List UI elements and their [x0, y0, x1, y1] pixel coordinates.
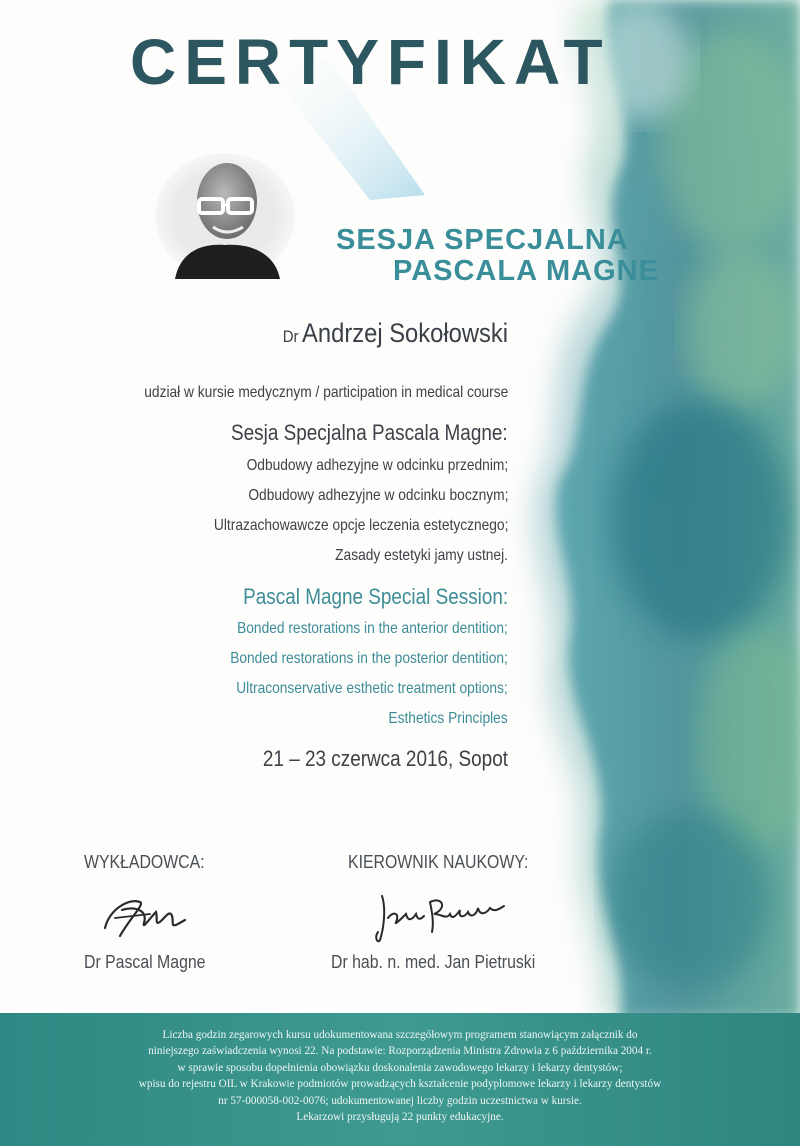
participation-line: udział w kursie medycznym / participation in medical course: [143, 384, 508, 401]
course-en-heading: Pascal Magne Special Session:: [242, 584, 508, 609]
recipient-prefix: Dr: [282, 327, 299, 346]
course-en-topic: Ultraconservative esthetic treatment options;: [236, 680, 508, 697]
footer-line: nr 57-000058-002-0076; udokumentowanej liczby godzin uczestnictwa w kursie.: [218, 1094, 582, 1107]
director-name: Dr hab. n. med. Jan Pietruski: [331, 952, 536, 972]
course-pl-topic: Odbudowy adhezyjne w odcinku bocznym;: [247, 487, 508, 504]
certificate-title: CERTYFIKAT: [130, 26, 611, 98]
director-signature: [372, 888, 512, 948]
lecturer-signature: [100, 888, 190, 943]
footer-line: niniejszego zaświadczenia wynosi 22. Na podstawie: Rozporządzenia Ministra Zdrowia z 6 października 2004 r.: [148, 1045, 652, 1058]
course-pl-topic: Ultrazachowawcze opcje leczenia estetycznego;: [213, 517, 508, 534]
recipient-full-name: Andrzej Sokołowski: [301, 318, 508, 348]
footer-legal-text: [40, 1027, 760, 1125]
watercolor-background: [500, 0, 800, 1146]
director-label: KIEROWNIK NAUKOWY:: [348, 852, 529, 872]
session-title-line1: SESJA SPECJALNA: [336, 224, 629, 256]
course-en-topic: Bonded restorations in the anterior dentition;: [237, 620, 508, 637]
course-en-topic: Bonded restorations in the posterior dentition;: [230, 650, 508, 667]
lecturer-name: Dr Pascal Magne: [84, 952, 206, 972]
footer-line: Liczba godzin zegarowych kursu udokumentowana szczegółowym programem stanowiącym załącznik do: [162, 1029, 638, 1041]
lecturer-portrait: [155, 153, 295, 279]
footer-line: Lekarzowi przysługują 22 punkty edukacyjne.: [296, 1111, 504, 1124]
date-and-place: 21 – 23 czerwca 2016, Sopot: [262, 746, 508, 771]
recipient-name: [283, 318, 508, 349]
lecturer-label: WYKŁADOWCA:: [84, 852, 205, 872]
course-pl-heading: Sesja Specjalna Pascala Magne:: [231, 420, 508, 445]
course-pl-topic: Zasady estetyki jamy ustnej.: [335, 547, 508, 564]
course-pl-topic: Odbudowy adhezyjne w odcinku przednim;: [246, 457, 508, 474]
footer-line: wpisu do rejestru OIL w Krakowie podmiotów prowadzących kształcenie podyplomowe lekarzy i lekarzy dentystów: [138, 1078, 662, 1091]
session-title-line2: PASCALA MAGNE: [393, 255, 659, 287]
course-en-topic: Esthetics Principles: [388, 710, 508, 727]
footer-line: w sprawie sposobu dopełnienia obowiązku doskonalenia zawodowego lekarzy i lekarzy dentystów;: [177, 1061, 623, 1074]
